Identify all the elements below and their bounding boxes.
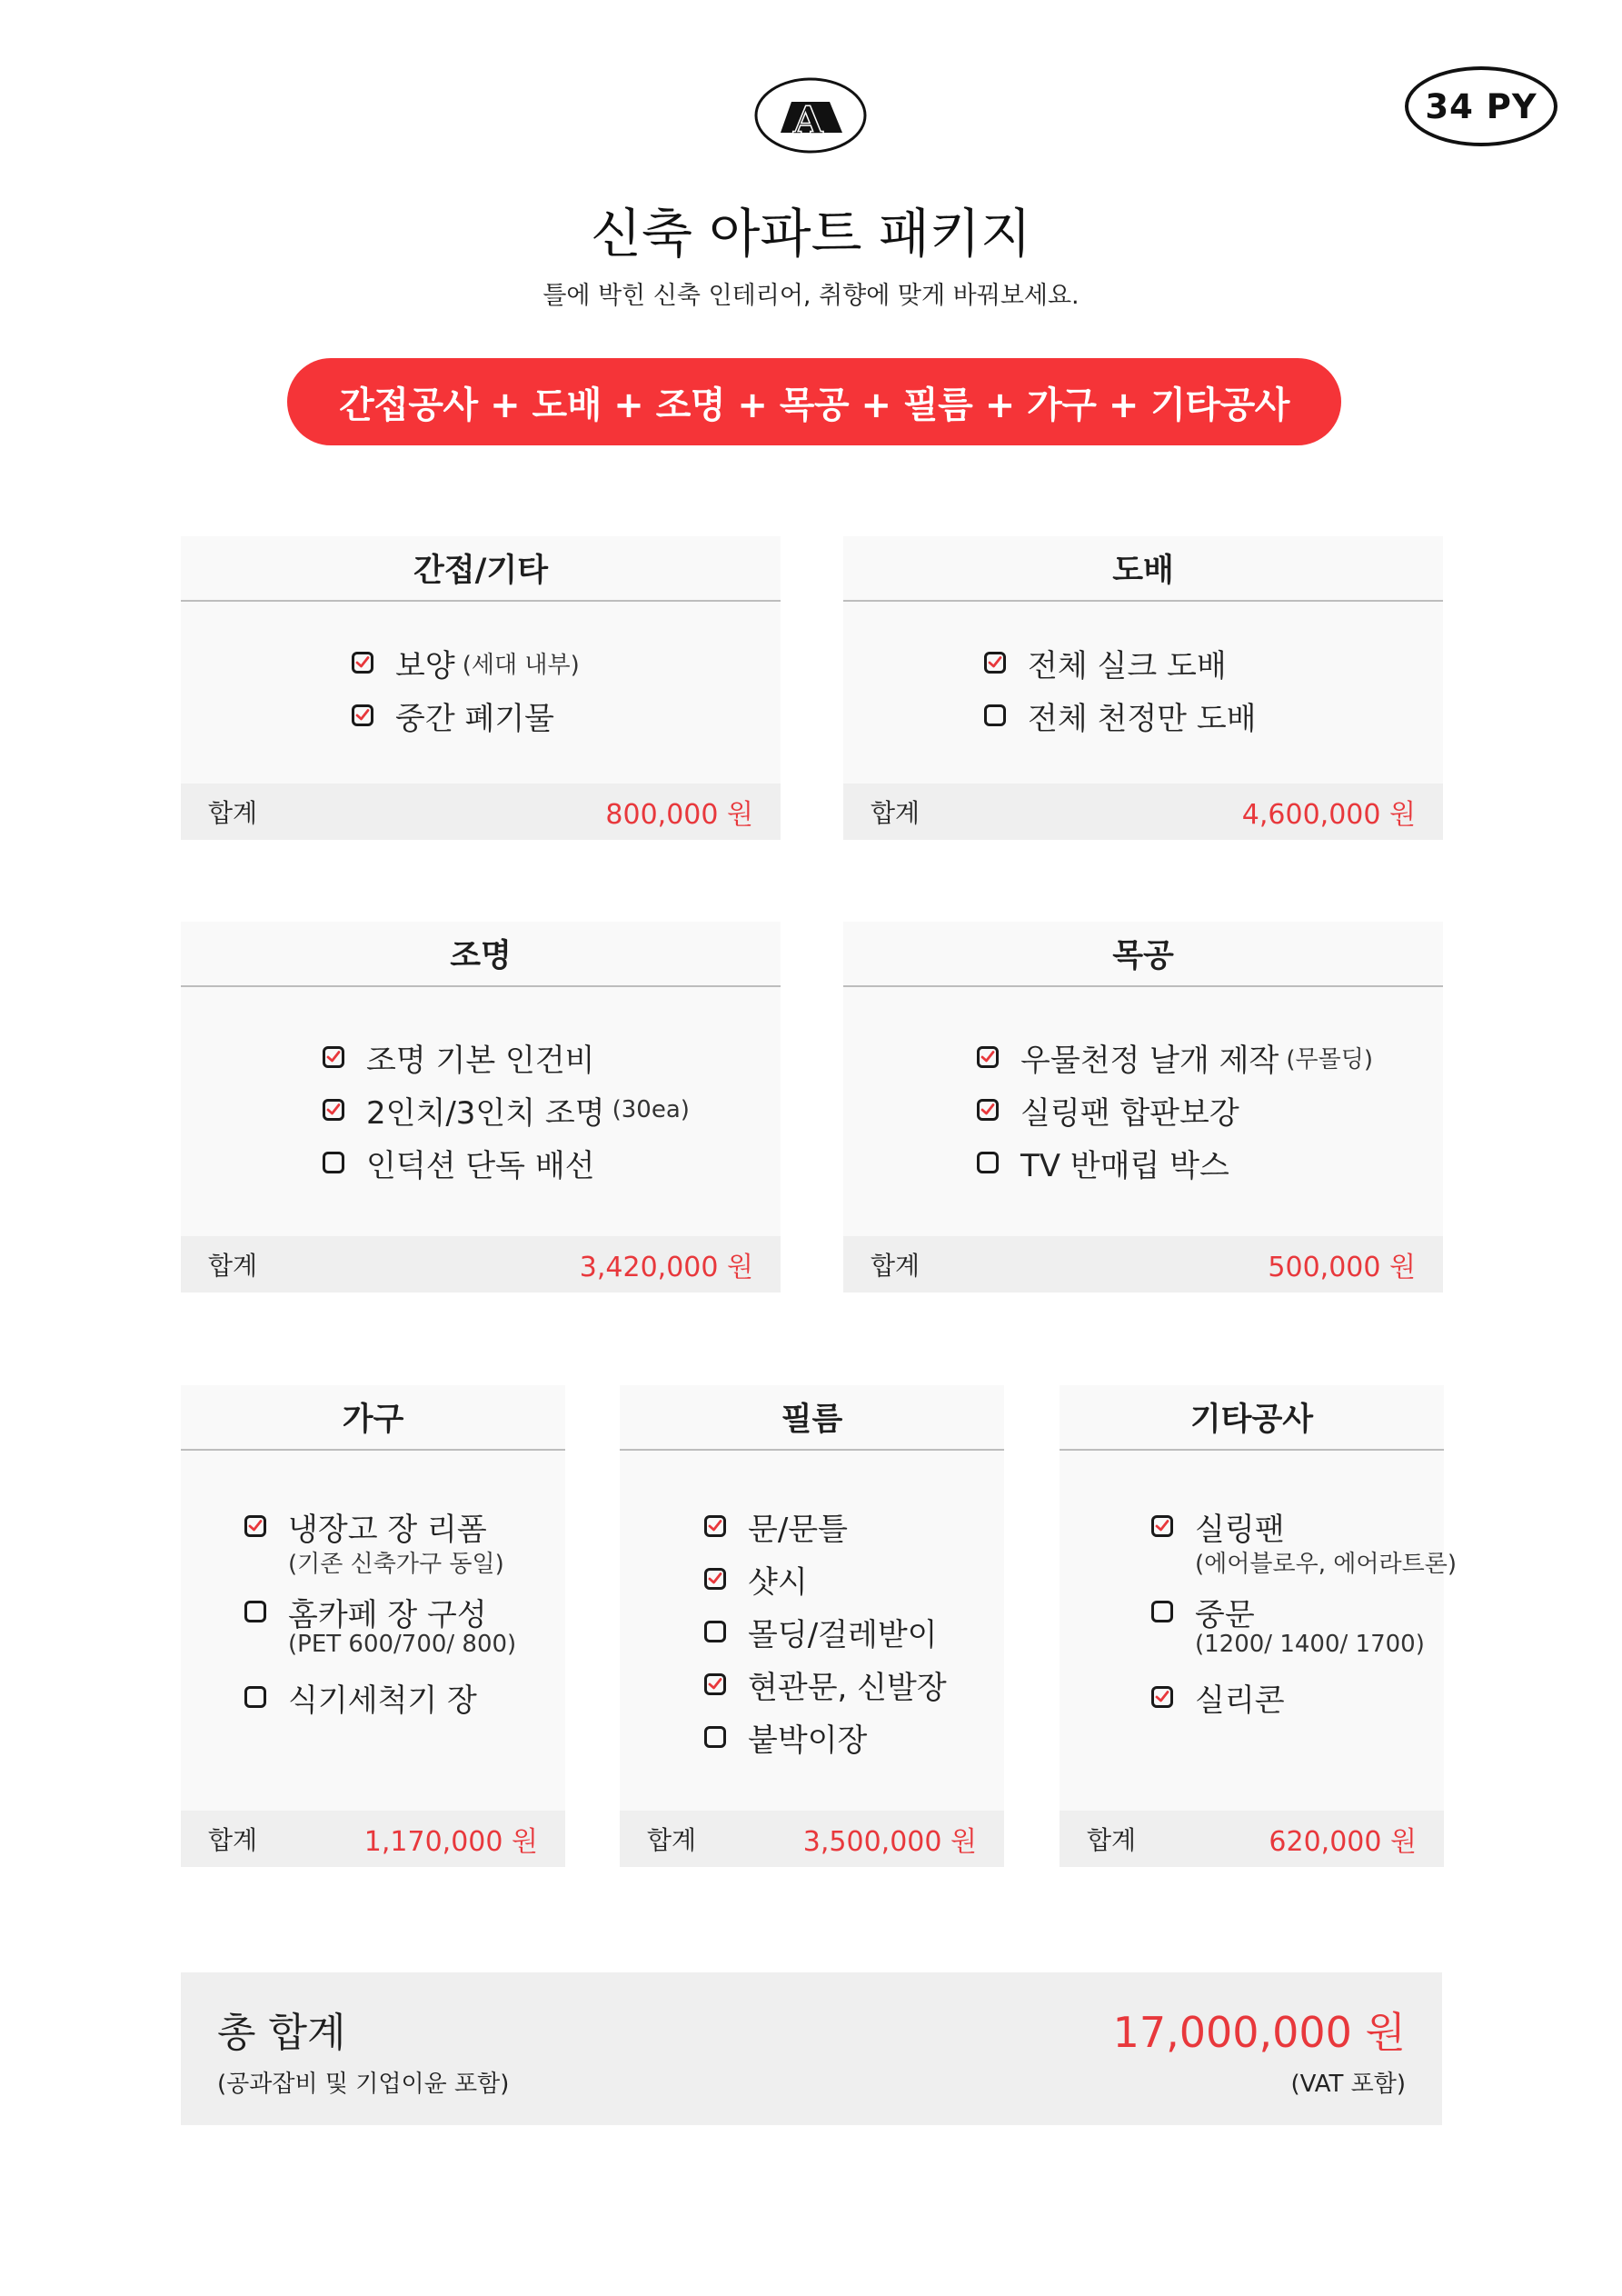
subtotal-label: 합계 [647,1825,697,1855]
page-title: 신축 아파트 패키지 [590,203,1032,265]
checklist [352,636,580,742]
checklist-item-label: 실리콘 [1195,1682,1285,1719]
subtotal-value: 800,000 원 [605,799,753,831]
checklist-item-subnote: (1200/ 1400/ 1700) [1195,1631,1425,1658]
checklist [704,1500,947,1763]
grand-total-panel [181,1972,1442,2125]
page-subtitle: 틀에 박힌 신축 인테리어, 취향에 맞게 바꿔보세요. [542,282,1080,310]
card-subtotal [843,784,1443,840]
card-title: 가구 [181,1385,565,1451]
subtotal-value: 620,000 원 [1269,1826,1417,1858]
checkbox-checked-icon[interactable] [977,1046,999,1068]
checklist [984,636,1257,742]
card-subtotal [620,1811,1004,1867]
card-title: 간접/기타 [181,536,781,602]
grand-total-label: 총 합계 [217,2010,346,2056]
checklist [977,1031,1373,1189]
checklist-item-label: 중문 [1195,1596,1255,1633]
checkbox-checked-icon[interactable] [244,1515,266,1537]
checkbox-checked-icon[interactable] [704,1568,726,1590]
checkbox-checked-icon[interactable] [704,1515,726,1537]
grand-total-value: 17,000,000 원 [1112,2008,1406,2057]
checklist-item-label: 중간 폐기물 [395,700,555,737]
card-subtotal [181,1811,565,1867]
subtotal-value: 500,000 원 [1268,1252,1416,1283]
card-title: 조명 [181,922,781,987]
checklist-item[interactable] [977,1031,1373,1083]
checkbox-checked-icon[interactable] [1151,1515,1173,1537]
card-film [620,1385,1004,1867]
card-subtotal [843,1236,1443,1293]
checklist-item-label: 실링팬 합판보강 [1020,1094,1239,1132]
card-subtotal [181,784,781,840]
checklist-item-label: 현관문, 신발장 [748,1669,947,1706]
subtotal-label: 합계 [208,1251,258,1281]
card-carpentry [843,922,1443,1293]
card-indirect [181,536,781,840]
checklist-item[interactable] [704,1552,947,1605]
checklist-item-label: TV 반매립 박스 [1020,1147,1229,1184]
checklist-item-label: 실링팬 [1195,1511,1285,1548]
checkbox-empty-icon[interactable] [244,1601,266,1622]
checklist-item-subnote: (기존 신축가구 동일) [288,1551,504,1578]
package-banner: 간접공사 + 도배 + 조명 + 목공 + 필름 + 가구 + 기타공사 [287,358,1341,445]
checklist-item-label: 몰딩/걸레받이 [748,1616,938,1653]
checklist-item[interactable] [704,1500,947,1552]
checklist-item[interactable] [323,1083,690,1136]
card-furniture [181,1385,565,1867]
checklist-item-label: 문/문틀 [748,1511,848,1548]
checkbox-checked-icon[interactable] [977,1099,999,1121]
checkbox-checked-icon[interactable] [704,1673,726,1695]
checklist-item[interactable] [984,689,1257,742]
checklist-item-label: 전체 실크 도배 [1028,647,1227,684]
subtotal-value: 3,500,000 원 [802,1826,977,1858]
checklist-item[interactable] [704,1658,947,1711]
checklist-item-label: 샷시 [748,1563,808,1601]
checklist-item[interactable] [323,1136,690,1189]
checklist-item[interactable] [352,636,580,689]
card-title: 기타공사 [1060,1385,1444,1451]
checklist-item-label: 붙박이장 [748,1722,868,1759]
checklist [323,1031,690,1189]
checklist-item[interactable] [244,1671,516,1723]
checklist [1151,1500,1457,1723]
checklist-item-label: 홈카페 장 구성 [288,1596,487,1633]
checklist-item[interactable] [984,636,1257,689]
checkbox-checked-icon[interactable] [1151,1686,1173,1708]
checkbox-empty-icon[interactable] [704,1726,726,1748]
checklist-item[interactable] [704,1711,947,1763]
checkbox-empty-icon[interactable] [1151,1601,1173,1622]
checkbox-empty-icon[interactable] [323,1152,344,1173]
subtotal-value: 4,600,000 원 [1241,799,1416,831]
svg-text:A: A [793,98,823,143]
checkbox-empty-icon[interactable] [704,1621,726,1642]
card-title: 도배 [843,536,1443,602]
checkbox-empty-icon[interactable] [984,704,1006,726]
checklist-item[interactable] [1151,1671,1457,1723]
checkbox-checked-icon[interactable] [352,652,373,674]
checklist-item-subnote: (PET 600/700/ 800) [288,1631,517,1658]
subtotal-label: 합계 [1087,1825,1137,1855]
checklist-item-note: (세대 내부) [462,651,580,679]
checklist-item-note: (30ea) [612,1096,690,1123]
subtotal-label: 합계 [871,798,920,828]
checklist-item-label: 전체 천정만 도배 [1028,700,1257,737]
checklist-item[interactable] [323,1031,690,1083]
checklist-item[interactable] [352,689,580,742]
card-other [1060,1385,1457,1867]
checklist-item-label: 인덕션 단독 배선 [366,1147,595,1184]
checkbox-checked-icon[interactable] [323,1099,344,1121]
checkbox-empty-icon[interactable] [244,1686,266,1708]
subtotal-value: 1,170,000 원 [363,1826,538,1858]
grand-total-note: (공과잡비 및 기업이윤 포함) [217,2071,510,2098]
size-badge: 34 PY [1405,66,1557,146]
checklist-item-label: 보양 [395,647,455,684]
checkbox-empty-icon[interactable] [977,1152,999,1173]
checkbox-checked-icon[interactable] [323,1046,344,1068]
checkbox-checked-icon[interactable] [352,704,373,726]
checkbox-checked-icon[interactable] [984,652,1006,674]
checklist [244,1500,516,1723]
checklist-item-subnote: (에어블로우, 에어라트론) [1195,1551,1457,1578]
subtotal-value: 3,420,000 원 [579,1252,753,1283]
card-subtotal [181,1236,781,1293]
checklist-item-label: 2인치/3인치 조명 [366,1094,605,1132]
checklist-item-label: 조명 기본 인건비 [366,1042,595,1079]
checklist-item-label: 냉장고 장 리폼 [288,1511,487,1548]
subtotal-label: 합계 [208,1825,258,1855]
card-subtotal [1060,1811,1444,1867]
checklist-item[interactable] [704,1605,947,1658]
subtotal-label: 합계 [208,798,258,828]
checklist-item-label: 우물천정 날개 제작 [1020,1042,1279,1079]
checklist-item-note: (무몰딩) [1286,1045,1374,1073]
card-lighting [181,922,781,1293]
subtotal-label: 합계 [871,1251,920,1281]
grand-total-vat-note: (VAT 포함) [1290,2071,1406,2098]
brand-logo [753,76,868,155]
checklist-item-label: 식기세척기 장 [288,1682,477,1719]
card-title: 목공 [843,922,1443,987]
card-wallpaper [843,536,1443,840]
checklist-item[interactable] [977,1136,1373,1189]
card-title: 필름 [620,1385,1004,1451]
checklist-item[interactable] [977,1083,1373,1136]
